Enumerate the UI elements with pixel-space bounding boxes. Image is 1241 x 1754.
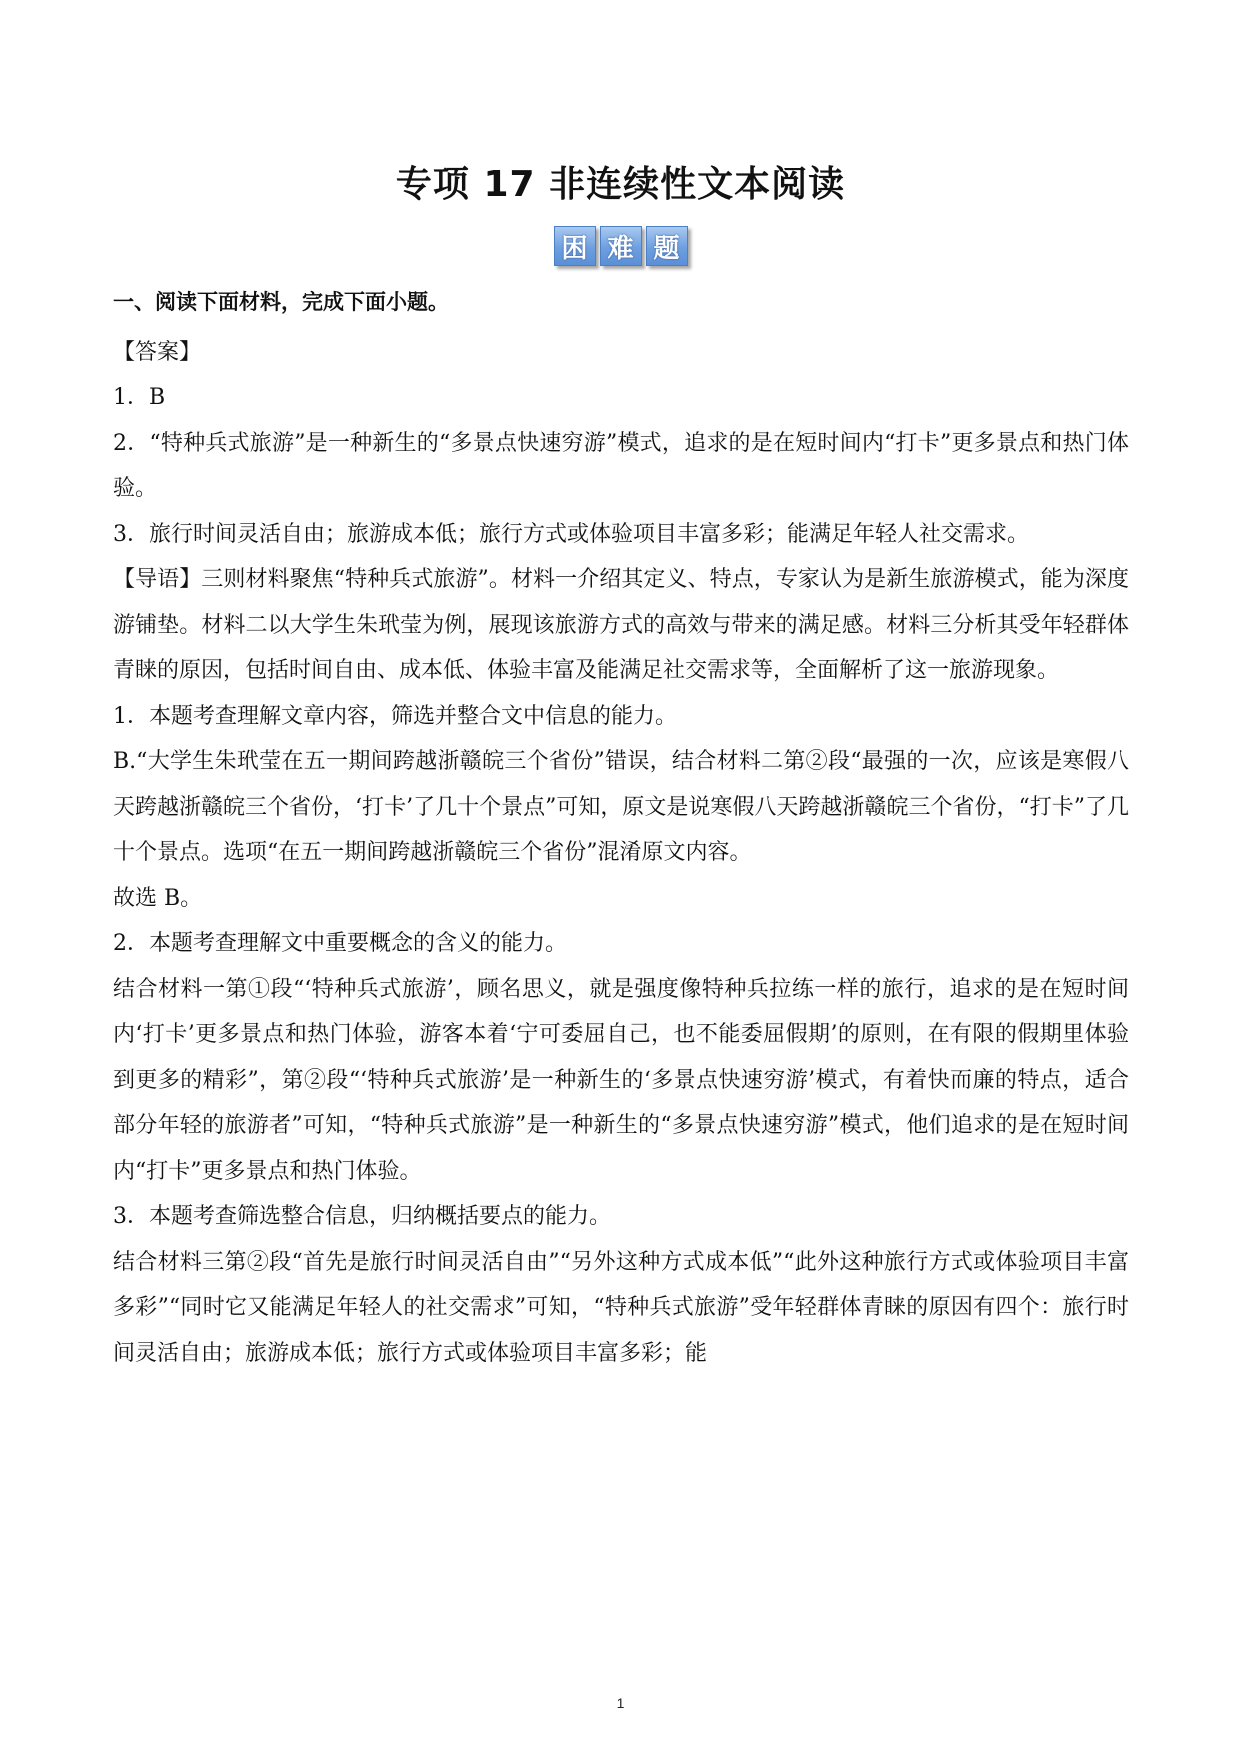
badge-char: 题	[646, 226, 688, 266]
answer-3: 3．旅行时间灵活自由；旅游成本低；旅行方式或体验项目丰富多彩；能满足年轻人社交需求。	[113, 521, 1030, 547]
analysis-3-intro: 3．本题考查筛选整合信息，归纳概括要点的能力。	[113, 1204, 611, 1229]
document-body	[113, 280, 1129, 1376]
guide-paragraph: 【导语】三则材料聚焦“特种兵式旅游”。材料一介绍其定义、特点，专家认为是新生旅游模式，能为深度游铺垫。材料二以大学生朱玳莹为例，展现该旅游方式的高效与带来的满足感。材料三分析其受年轻群体青睐的原因，包括时间自由、成本低、体验丰富及能满足社交需求等，全面解析了这一旅游现象。	[113, 567, 1129, 683]
badge-char: 困	[554, 226, 596, 266]
difficulty-badge	[0, 226, 1241, 266]
answer-2: 2．“特种兵式旅游”是一种新生的“多景点快速穷游”模式，追求的是在短时间内“打卡”更多景点和热门体验。	[113, 430, 1129, 501]
answer-1: 1．B	[113, 385, 166, 410]
analysis-2-intro: 2．本题考查理解文中重要概念的含义的能力。	[113, 931, 567, 956]
page-number: 1	[616, 1695, 625, 1711]
answer-label: 【答案】	[113, 339, 202, 365]
page-title: 专项 17 非连续性文本阅读	[395, 164, 846, 205]
analysis-1-conclusion: 故选 B。	[113, 885, 203, 911]
analysis-3-body: 结合材料三第②段“首先是旅行时间灵活自由”“另外这种方式成本低”“此外这种旅行方式或体验项目丰富多彩”“同时它又能满足年轻人的社交需求”可知，“特种兵式旅游”受年轻群体青睐的原因有四个：旅行时间灵活自由；旅游成本低；旅行方式或体验项目丰富多彩；能	[113, 1249, 1129, 1366]
badge-char: 难	[600, 226, 642, 266]
analysis-1-intro: 1．本题考查理解文章内容，筛选并整合文中信息的能力。	[113, 703, 677, 729]
analysis-2-body: 结合材料一第①段“‘特种兵式旅游’，顾名思义，就是强度像特种兵拉练一样的旅行，追求的是在短时间内‘打卡’更多景点和热门体验，游客本着‘宁可委屈自己，也不能委屈假期’的原则，在有限的假期里体验到更多的精彩”，第②段“‘特种兵式旅游’是一种新生的‘多景点快速穷游’模式，有着快而廉的特点，适合部分年轻的旅游者”可知，“特种兵式旅游”是一种新生的“多景点快速穷游”模式，他们追求的是在短时间内“打卡”更多景点和热门体验。	[113, 976, 1129, 1184]
analysis-1-body: B.“大学生朱玳莹在五一期间跨越浙赣皖三个省份”错误，结合材料二第②段“最强的一次，应该是寒假八天跨越浙赣皖三个省份，‘打卡’了几十个景点”可知，原文是说寒假八天跨越浙赣皖三个省份，“打卡”了几十个景点。选项“在五一期间跨越浙赣皖三个省份”混淆原文内容。	[113, 749, 1129, 865]
section-heading: 一、阅读下面材料，完成下面小题。	[113, 290, 449, 314]
